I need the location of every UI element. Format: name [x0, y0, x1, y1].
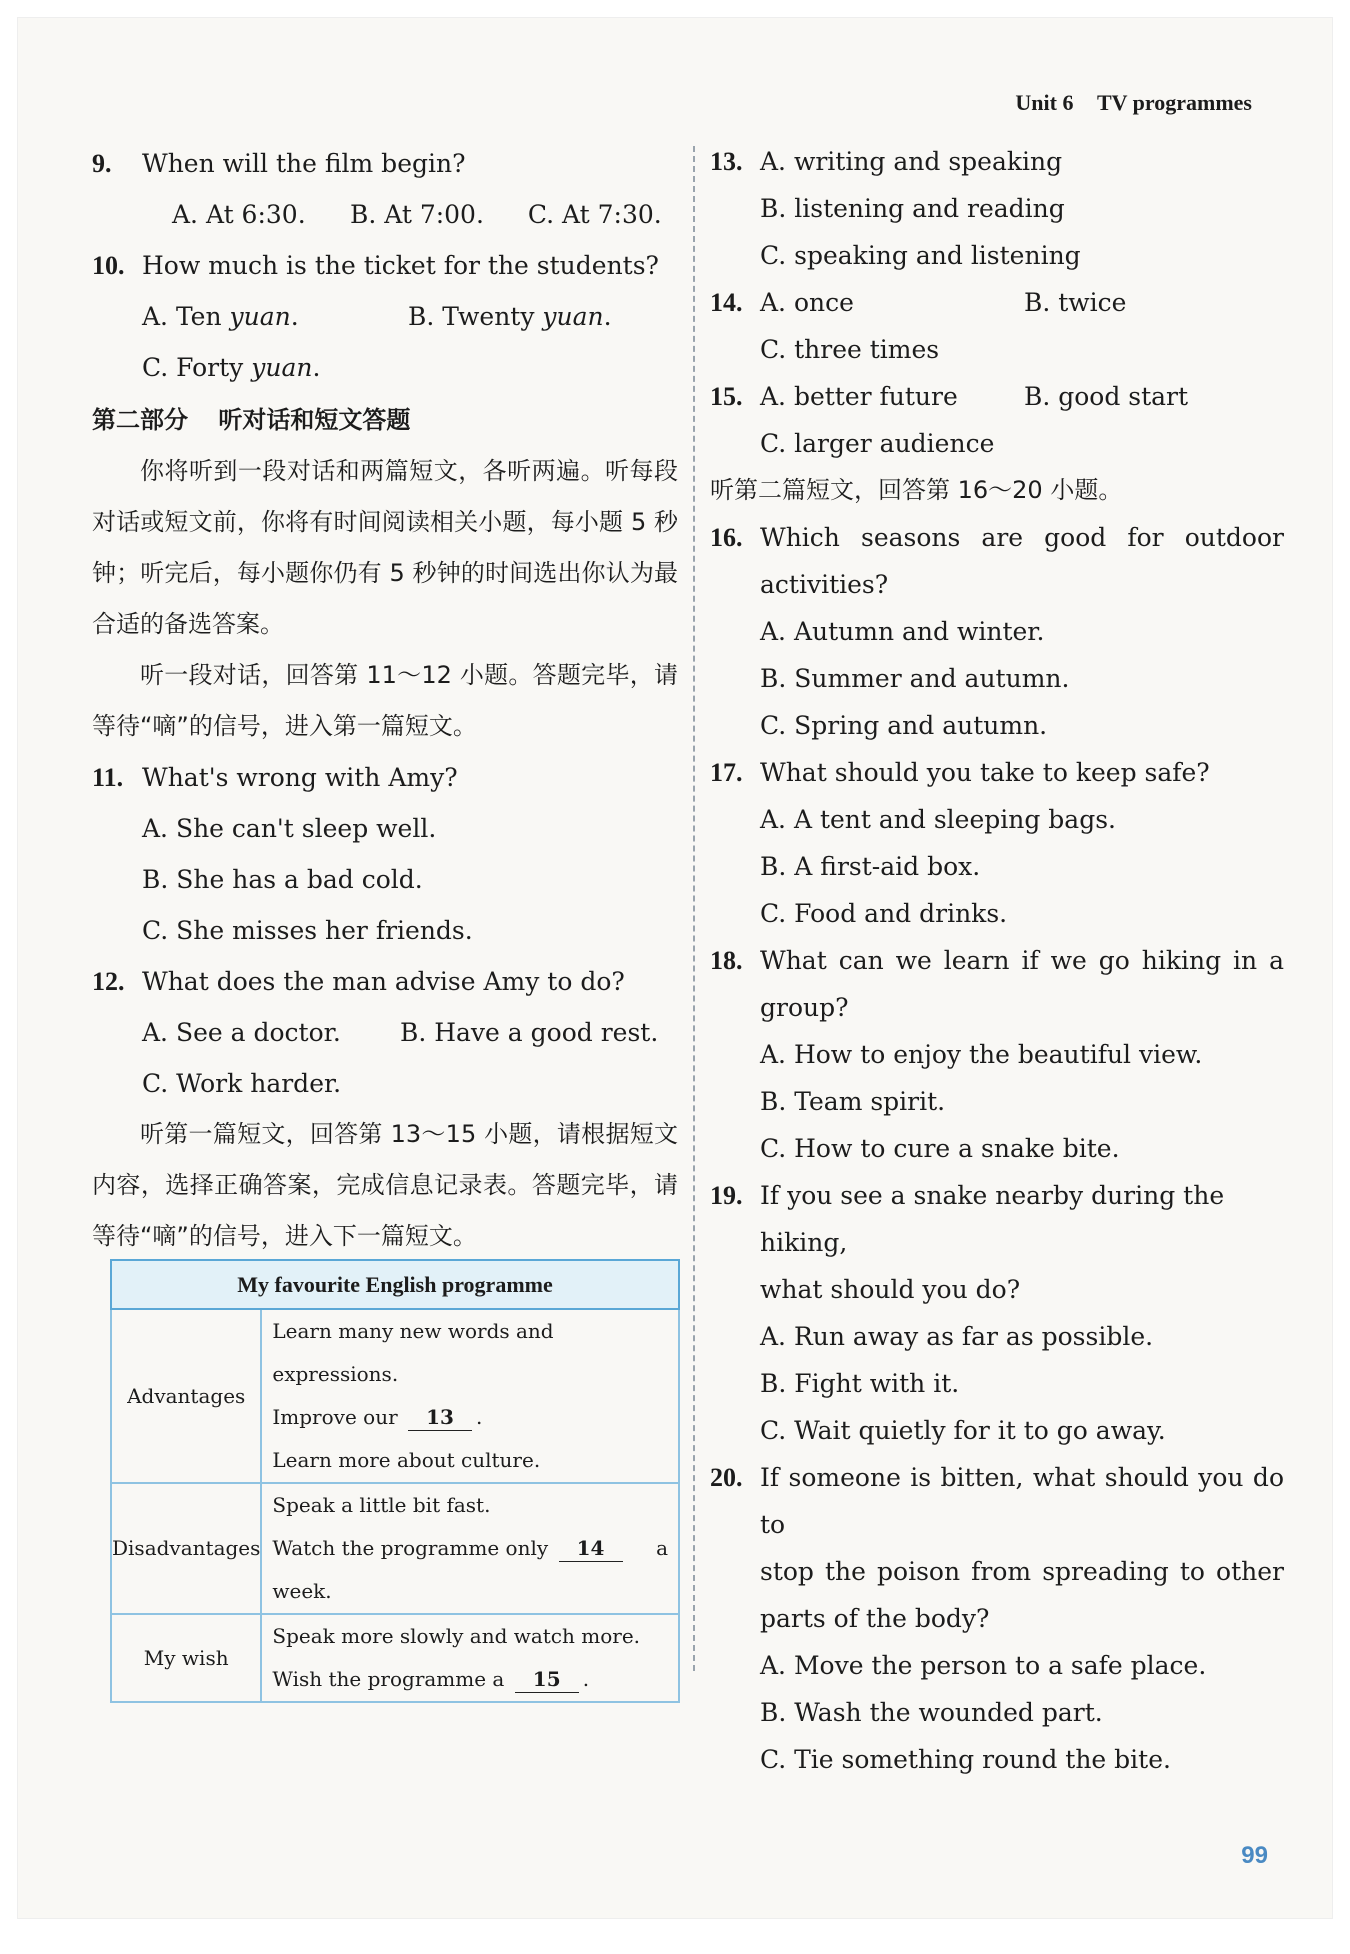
question-number: 12.: [92, 967, 125, 996]
currency-unit: yuan: [251, 353, 313, 382]
table-row-disadvantages: [111, 1483, 679, 1614]
section-title: 听对话和短文答题: [218, 406, 411, 434]
passage-one-instructions: 听第一篇短文，回答第 13～15 小题，请根据短文内容，选择正确答案，完成信息记录表。答题完毕，请等待“嘀”的信号，进入下一篇短文。: [92, 1120, 678, 1250]
option-c[interactable]: C. How to cure a snake bite.: [760, 1134, 1120, 1163]
option-b[interactable]: B. She has a bad cold.: [142, 865, 423, 894]
question-number: 14.: [710, 288, 743, 317]
option-a[interactable]: [142, 291, 400, 342]
row-content: [261, 1309, 679, 1483]
table-row-wish: [111, 1614, 679, 1702]
question-20: [710, 1454, 1284, 1783]
question-18: [710, 937, 1284, 1172]
option-b[interactable]: B. listening and reading: [760, 194, 1065, 223]
option-a[interactable]: A. better future: [760, 382, 958, 411]
row-line: [272, 1658, 668, 1701]
option-a[interactable]: A. once: [760, 288, 854, 317]
blank-13[interactable]: 13: [408, 1404, 472, 1431]
row-label: Advantages: [111, 1309, 261, 1483]
option-c[interactable]: C. At 7:30.: [527, 200, 662, 229]
question-text: Which seasons are good for outdoor: [760, 523, 1284, 552]
line-text: Watch the programme only: [272, 1536, 549, 1560]
row-label: Disadvantages: [111, 1483, 261, 1614]
row-line: Speak a little bit fast.: [272, 1493, 491, 1517]
question-number: 16.: [710, 523, 743, 552]
option-a[interactable]: A. How to enjoy the beautiful view.: [760, 1040, 1203, 1069]
blank-14[interactable]: 14: [559, 1535, 623, 1562]
option-b-text: B. Twenty: [407, 302, 543, 331]
question-9: [92, 138, 678, 240]
question-number: 19.: [710, 1181, 743, 1210]
row-line: Speak more slowly and watch more.: [272, 1624, 641, 1648]
option-a[interactable]: A. A tent and sleeping bags.: [760, 805, 1116, 834]
dialogue-instructions: 听一段对话，回答第 11～12 小题。答题完毕，请等待“嘀”的信号，进入第一篇短文。: [92, 661, 678, 740]
section-part: 第二部分: [92, 406, 188, 434]
question-number: 13.: [710, 147, 743, 176]
table-title: My favourite English programme: [111, 1260, 679, 1309]
period: .: [312, 353, 321, 382]
option-c[interactable]: C. Food and drinks.: [760, 899, 1008, 928]
option-a[interactable]: A. At 6:30.: [172, 200, 306, 229]
row-line: Learn many new words and expressions.: [272, 1319, 554, 1386]
option-c[interactable]: C. speaking and listening: [760, 241, 1081, 270]
unit-label: Unit 6: [1015, 90, 1074, 115]
option-c[interactable]: [142, 342, 320, 393]
right-column: [710, 138, 1284, 1783]
option-c[interactable]: C. Work harder.: [142, 1069, 342, 1098]
line-text: .: [582, 1667, 590, 1691]
option-c-text: C. Forty: [142, 353, 252, 382]
question-number: 18.: [710, 946, 743, 975]
option-b[interactable]: B. Wash the wounded part.: [760, 1698, 1103, 1727]
option-b[interactable]: B. A first-aid box.: [760, 852, 981, 881]
option-c[interactable]: C. three times: [760, 335, 940, 364]
question-text: What should you take to keep safe?: [760, 758, 1210, 787]
question-number: 17.: [710, 758, 743, 787]
option-a[interactable]: A. Run away as far as possible.: [760, 1322, 1154, 1351]
question-text: How much is the ticket for the students?: [142, 251, 659, 280]
workbook-page: [18, 18, 1332, 1918]
question-text: What does the man advise Amy to do?: [142, 967, 625, 996]
option-b[interactable]: B. Team spirit.: [760, 1087, 946, 1116]
section-heading: [92, 395, 678, 446]
option-b[interactable]: B. twice: [1023, 288, 1127, 317]
currency-unit: yuan: [542, 302, 604, 331]
period: .: [290, 302, 299, 331]
question-number: 15.: [710, 382, 743, 411]
unit-title: TV programmes: [1096, 90, 1252, 115]
question-13: [710, 138, 1284, 279]
option-c[interactable]: C. Spring and autumn.: [760, 711, 1048, 740]
question-14: [710, 279, 1284, 373]
option-a[interactable]: A. She can't sleep well.: [142, 814, 437, 843]
row-line: week.: [272, 1579, 332, 1603]
option-c[interactable]: C. She misses her friends.: [142, 916, 473, 945]
section-instructions: 你将听到一段对话和两篇短文，各听两遍。听每段对话或短文前，你将有时间阅读相关小题，每小题 5 秒钟；听完后，每小题你仍有 5 秒钟的时间选出你认为最合适的备选答案。: [92, 457, 678, 638]
option-c[interactable]: C. Wait quietly for it to go away.: [760, 1416, 1166, 1445]
question-number: 9.: [92, 149, 112, 178]
option-a[interactable]: A. Move the person to a safe place.: [760, 1651, 1207, 1680]
option-b[interactable]: B. Summer and autumn.: [760, 664, 1070, 693]
option-b[interactable]: B. good start: [1023, 382, 1189, 411]
question-text: If you see a snake nearby during the hiking,: [760, 1181, 1225, 1257]
question-text: If someone is bitten, what should you do to: [760, 1463, 1284, 1539]
option-a[interactable]: A. writing and speaking: [760, 147, 1063, 176]
page-header: [1015, 90, 1252, 116]
line-text: Wish the programme a: [272, 1667, 505, 1691]
question-number: 11.: [92, 763, 124, 792]
question-text-cont: group?: [760, 993, 849, 1022]
question-19: [710, 1172, 1284, 1454]
question-15: [710, 373, 1284, 467]
currency-unit: yuan: [229, 302, 291, 331]
option-a[interactable]: A. See a doctor.: [142, 1018, 341, 1047]
passage-two-instructions: 听第二篇短文，回答第 16～20 小题。: [710, 476, 1123, 504]
row-content: [261, 1483, 679, 1614]
left-column: [92, 138, 678, 1262]
option-b[interactable]: [408, 291, 612, 342]
table-row-advantages: [111, 1309, 679, 1483]
question-number: 20.: [710, 1463, 743, 1492]
question-text-cont: activities?: [760, 570, 889, 599]
blank-15[interactable]: 15: [515, 1666, 579, 1693]
row-content: [261, 1614, 679, 1702]
question-text: What's wrong with Amy?: [142, 763, 458, 792]
option-a-text: A. Ten: [142, 302, 230, 331]
question-number: 10.: [92, 251, 125, 280]
line-text: .: [476, 1405, 483, 1429]
option-b[interactable]: B. Fight with it.: [760, 1369, 960, 1398]
question-11: [92, 752, 678, 956]
row-label: My wish: [111, 1614, 261, 1702]
option-a[interactable]: A. Autumn and winter.: [760, 617, 1045, 646]
period: .: [603, 302, 612, 331]
column-divider: [693, 146, 695, 1671]
question-text-cont: what should you do?: [760, 1275, 1021, 1304]
option-b[interactable]: B. At 7:00.: [349, 200, 484, 229]
row-line: Learn more about culture.: [272, 1448, 541, 1472]
row-line: [272, 1527, 668, 1570]
question-12: [92, 956, 678, 1109]
question-text: What can we learn if we go hiking in a: [760, 946, 1284, 975]
page-number: 99: [1241, 1842, 1268, 1869]
question-text: When will the film begin?: [142, 149, 466, 178]
line-text: a: [656, 1536, 668, 1560]
question-17: [710, 749, 1284, 937]
question-text-cont: stop the poison from spreading to other: [760, 1557, 1284, 1586]
option-c[interactable]: C. larger audience: [760, 429, 995, 458]
question-text-cont: parts of the body?: [760, 1604, 990, 1633]
info-record-table: [110, 1259, 680, 1703]
question-10: [92, 240, 678, 393]
option-c[interactable]: C. Tie something round the bite.: [760, 1745, 1171, 1774]
row-line: [272, 1396, 668, 1439]
option-b[interactable]: B. Have a good rest.: [399, 1018, 659, 1047]
question-16: [710, 514, 1284, 749]
line-text: Improve our: [272, 1405, 398, 1429]
